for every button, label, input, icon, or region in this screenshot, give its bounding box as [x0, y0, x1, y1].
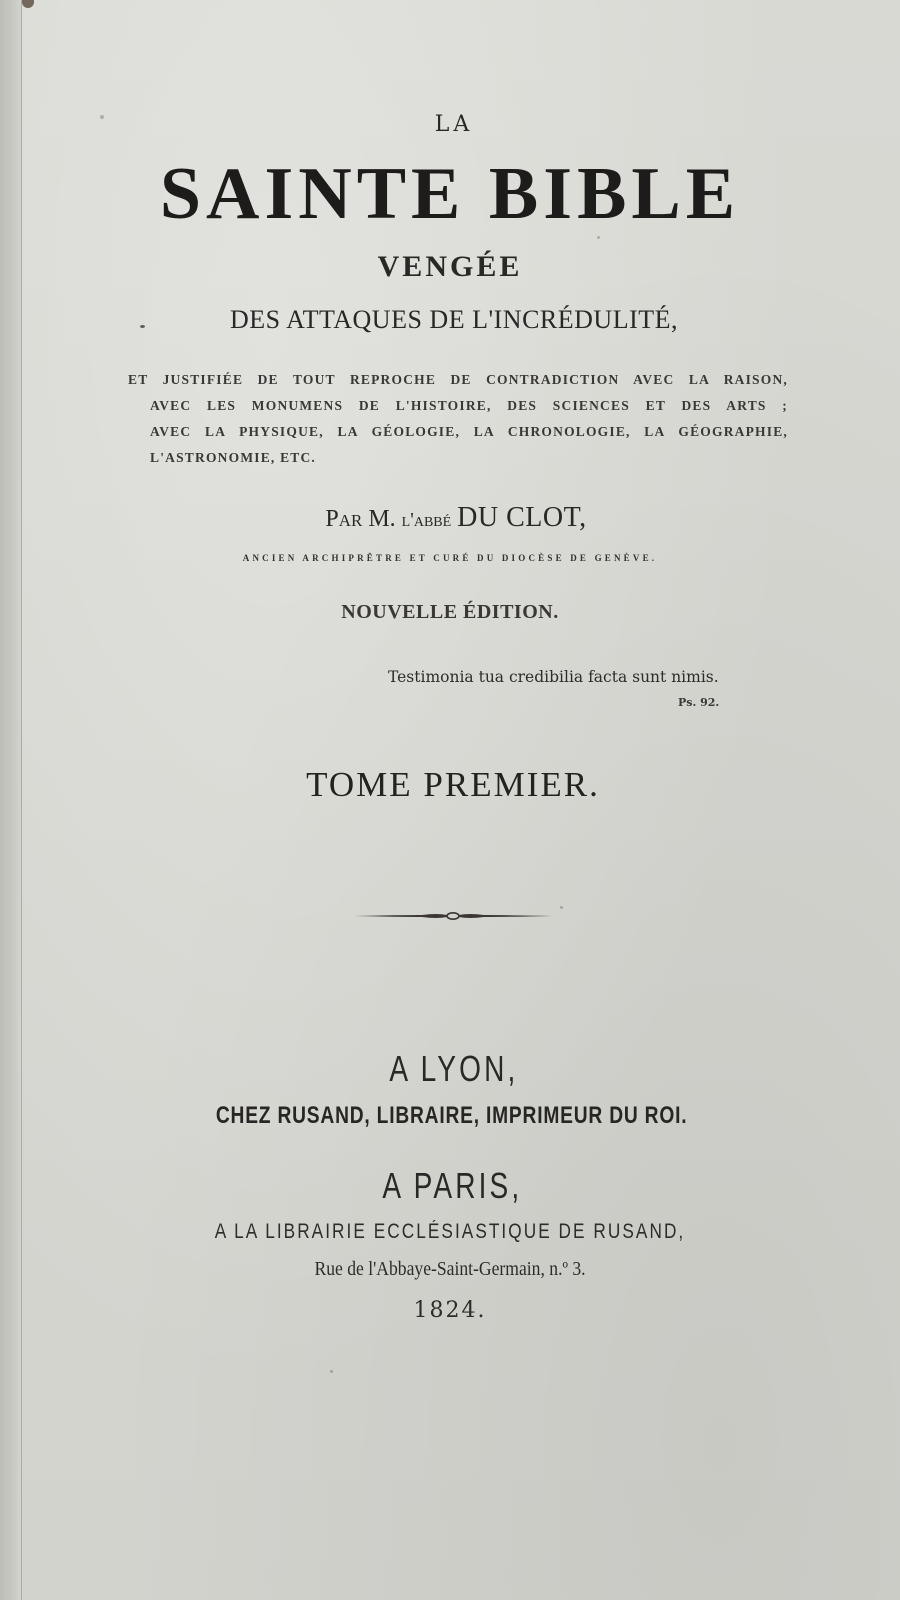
author-line [0, 502, 900, 534]
paper-speck [330, 1370, 333, 1373]
author-name: DU CLOT, [457, 502, 587, 533]
volume-label: TOME PREMIER. [306, 765, 600, 804]
subtitle-attaques: DES ATTAQUES DE L'INCRÉDULITÉ, [229, 305, 678, 334]
decorative-rule-icon [352, 906, 554, 926]
title-article: LA [434, 112, 474, 137]
description-block [128, 367, 788, 471]
imprint-paris-address: Rue de l'Abbaye-Saint-Germain, n.º 3. [314, 1258, 586, 1280]
epigraph-reference: Ps. 92. [678, 696, 720, 709]
epigraph-text: Testimonia tua credibilia facta sunt nimis. [388, 668, 719, 686]
imprint-lyon-publisher: CHEZ RUSAND, LIBRAIRE, IMPRIMEUR DU ROI. [215, 1102, 688, 1129]
main-title: SAINTE BIBLE [159, 153, 741, 235]
paper-speck [560, 906, 563, 909]
author-prefix: Par [325, 506, 363, 532]
imprint-paris-city: A PARIS, [382, 1165, 523, 1206]
description-line-4: L'ASTRONOMIE, ETC. [150, 450, 316, 465]
subtitle-vengee: VENGÉE [377, 250, 523, 283]
author-honorific: M. [368, 506, 396, 532]
author-abbe: l'abbé [401, 509, 452, 531]
author-credentials: ANCIEN ARCHIPRÊTRE ET CURÉ DU DIOCÈSE DE GENÈVE. [242, 553, 658, 563]
description-line-1: ET JUSTIFIÉE DE TOUT REPROCHE DE CONTRADICTION AVEC LA RAISON, [128, 372, 788, 387]
imprint-lyon-city: A LYON, [389, 1048, 519, 1089]
description-line-3: AVEC LA PHYSIQUE, LA GÉOLOGIE, LA CHRONOLOGIE, LA GÉOGRAPHIE, [150, 424, 788, 439]
publication-year: 1824. [413, 1298, 487, 1323]
description-line-2: AVEC LES MONUMENS DE L'HISTOIRE, DES SCIENCES ET DES ARTS ; [150, 398, 788, 413]
imprint-paris-publisher: A LA LIBRAIRIE ECCLÉSIASTIQUE DE RUSAND, [214, 1220, 686, 1243]
corner-stain [22, 0, 34, 8]
edition-label: NOUVELLE ÉDITION. [341, 601, 559, 623]
